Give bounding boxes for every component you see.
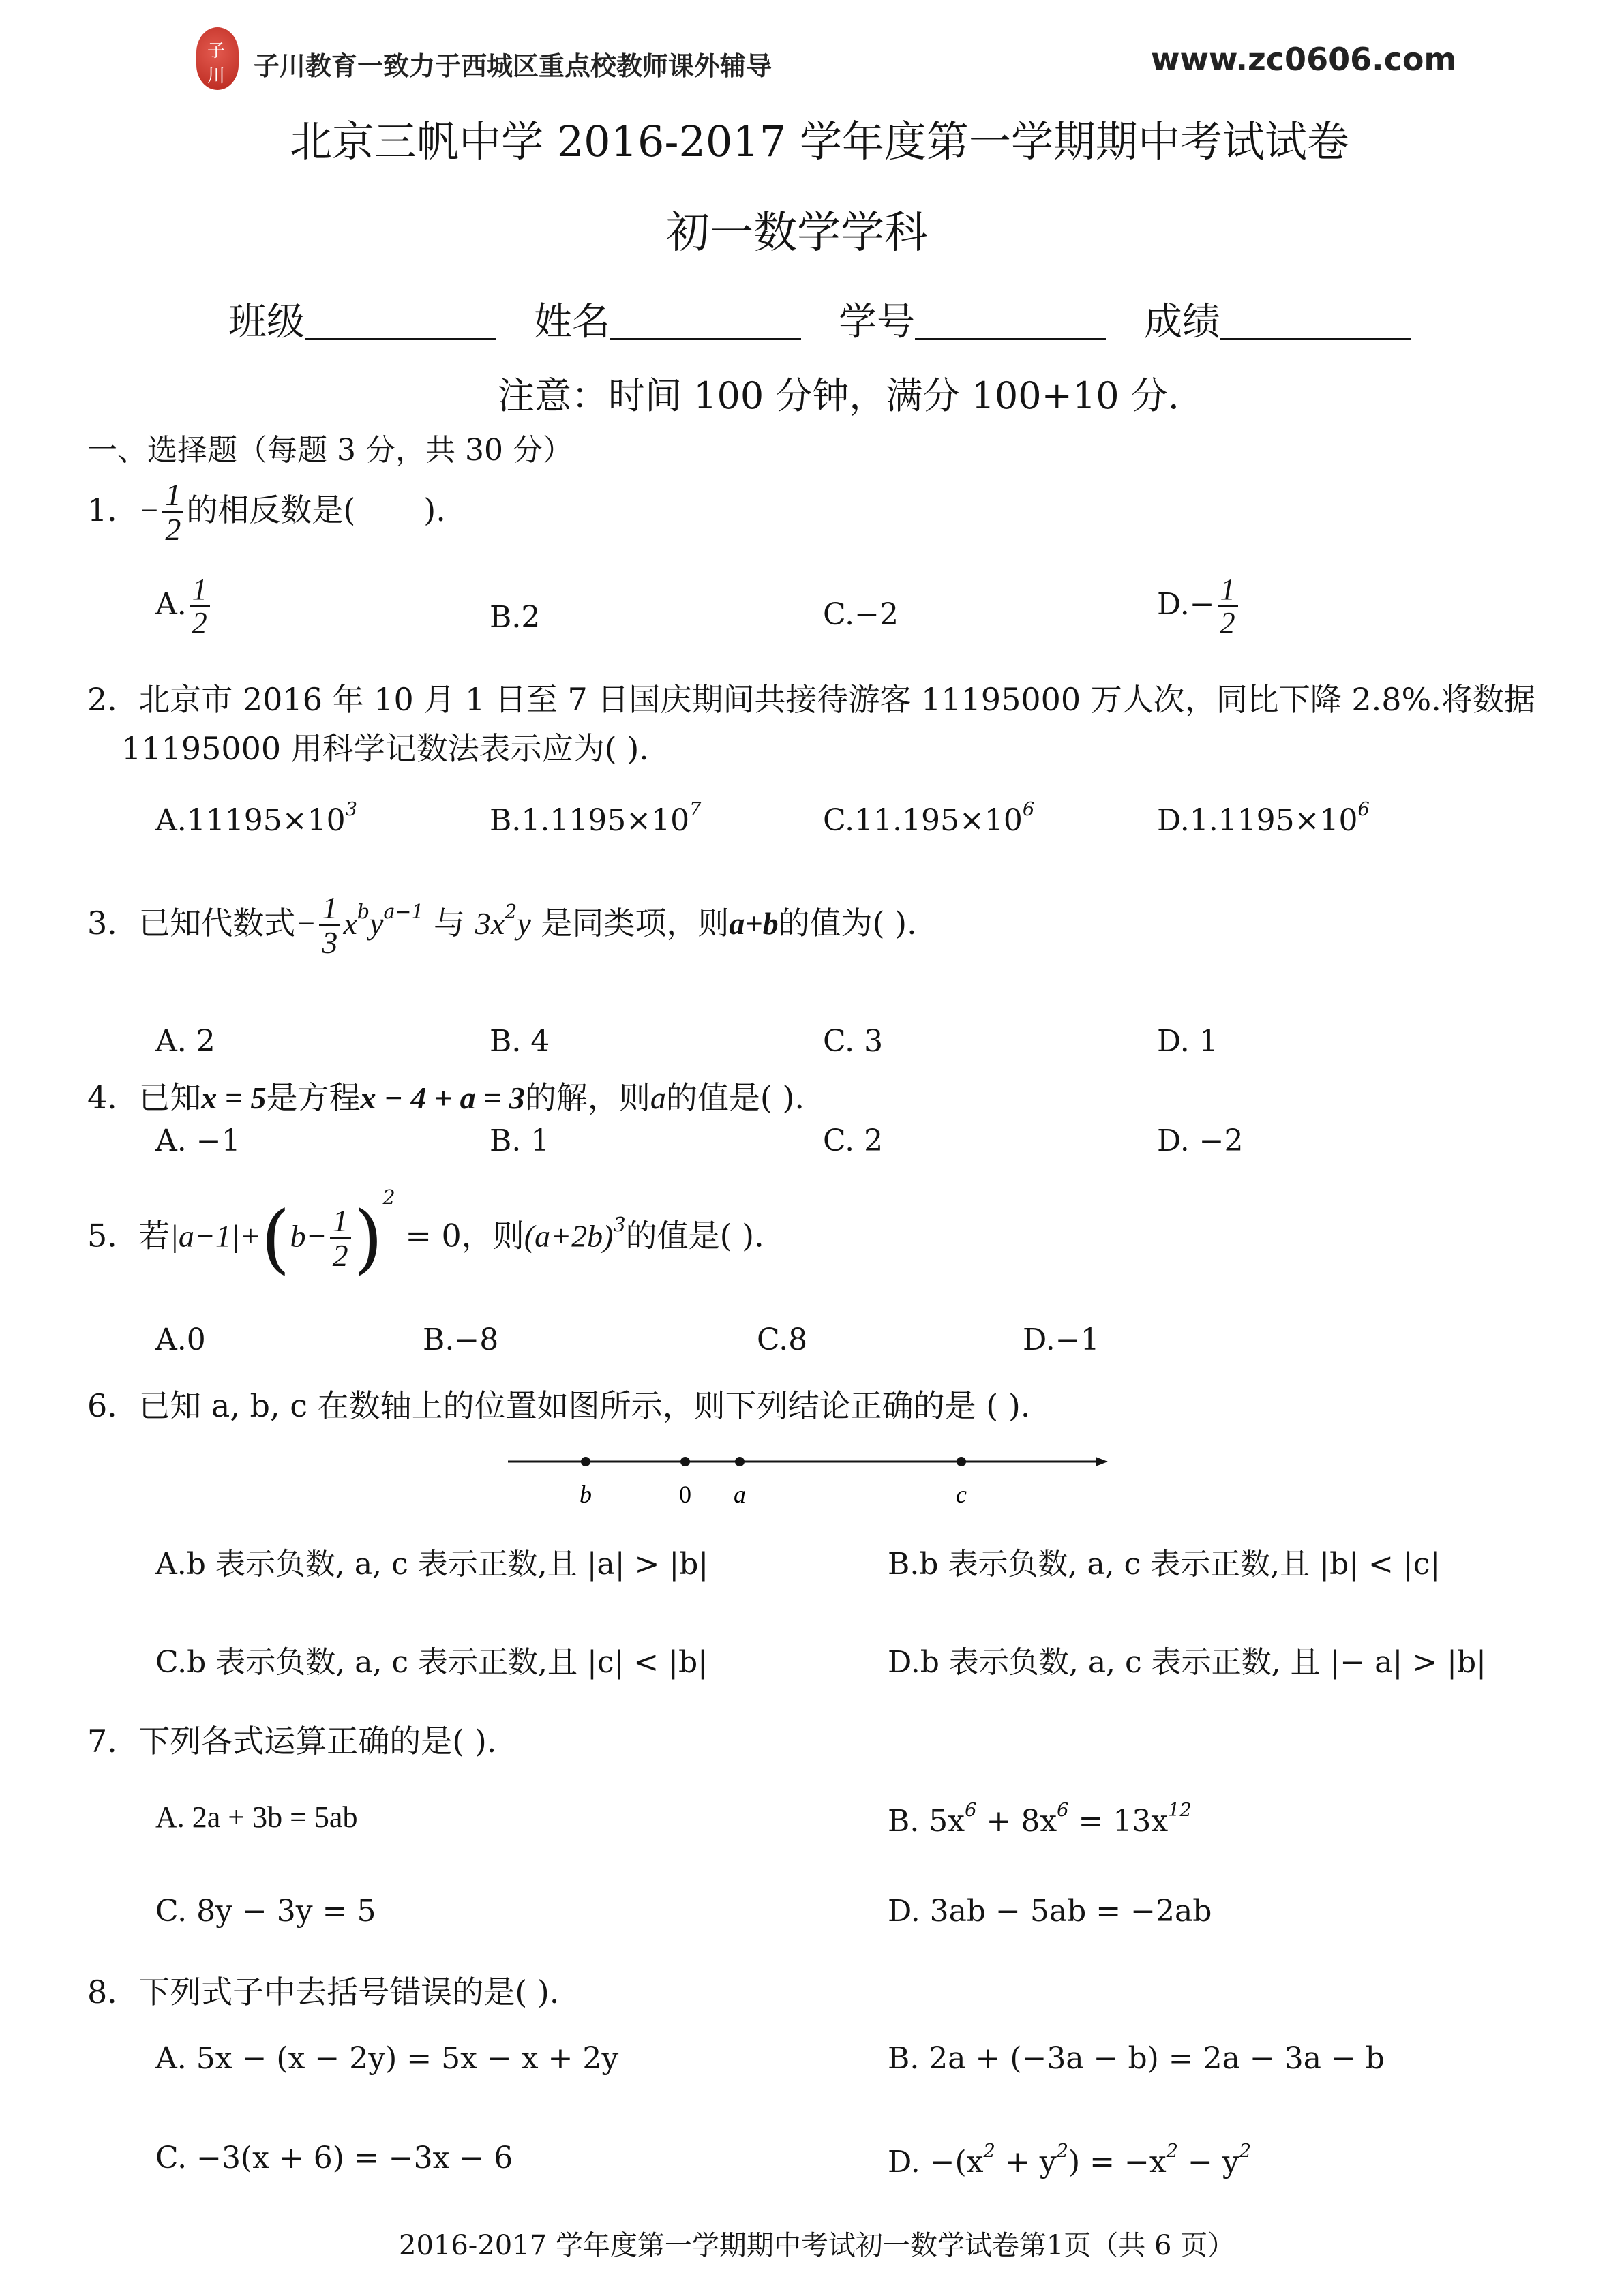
field-name-blank xyxy=(610,307,801,340)
q8-d-exp1: 2 xyxy=(983,2141,995,2162)
q1-a-fraction xyxy=(190,574,210,639)
q8-option-b: B. 2a + (−3a − b) = 2a − 3a − b xyxy=(888,2041,1385,2076)
q3-option-d: D. 1 xyxy=(1157,1024,1218,1059)
q7-b-exp2: 6 xyxy=(1057,1800,1069,1821)
q1-option-b: B.2 xyxy=(490,600,541,635)
q2-c-base: C.11.195×10 xyxy=(823,802,1023,838)
q6-option-d: D.b 表示负数, a, c 表示正数, 且 |− a| > |b| xyxy=(888,1645,1487,1680)
label-a: a xyxy=(734,1481,746,1508)
q1-frac-num: 1 xyxy=(162,479,183,513)
q3-expr: a+b xyxy=(729,905,779,941)
q5-abs: |a−1|+ xyxy=(170,1218,261,1254)
q3-y-exp: a−1 xyxy=(383,900,424,923)
field-id-label: 学号 xyxy=(839,300,915,344)
q2-d-exp: 6 xyxy=(1357,799,1370,820)
logo-text: 子川 xyxy=(207,41,226,87)
field-class-label: 班级 xyxy=(228,300,305,344)
exam-note: 注意：时间 100 分钟，满分 100+10 分. xyxy=(498,374,1179,417)
q1-a-den: 2 xyxy=(192,606,207,640)
q7-option-c: C. 8y − 3y = 5 xyxy=(155,1894,376,1929)
q5-fraction xyxy=(330,1205,351,1273)
field-score-label: 成绩 xyxy=(1144,300,1220,344)
q5-expr-exp: 3 xyxy=(613,1213,626,1236)
q5-paren-close: ) xyxy=(353,1194,383,1282)
q1-d-num: 1 xyxy=(1218,574,1238,607)
q2-a-exp: 3 xyxy=(345,799,357,820)
q2-d-base: D.1.1195×10 xyxy=(1157,802,1358,838)
q1-option-d xyxy=(1157,574,1241,639)
q1-option-a xyxy=(155,574,213,639)
field-name-label: 姓名 xyxy=(534,300,610,344)
school-seal-logo xyxy=(196,27,239,90)
q6-option-b: B.b 表示负数, a, c 表示正数,且 |b| < |c| xyxy=(888,1547,1441,1582)
q8-option-d xyxy=(888,2141,1251,2179)
header-slogan: 子川教育一致力于西城区重点校教师课外辅导 xyxy=(254,51,772,81)
header-website: www.zc0606.com xyxy=(1151,41,1457,78)
q5-expr: (a+2b) xyxy=(524,1218,614,1254)
q3-option-b: B. 4 xyxy=(490,1024,550,1059)
q2-option-b xyxy=(490,799,702,838)
q3-fraction xyxy=(319,892,340,960)
q5-eq: = 0，则 xyxy=(405,1217,524,1254)
field-student-id xyxy=(839,292,1106,346)
q4-var: a xyxy=(650,1081,666,1115)
q3-neg: − xyxy=(295,905,317,941)
q8-d-exp4: 2 xyxy=(1239,2141,1252,2162)
q3-mid: 与 xyxy=(434,904,466,941)
q4-mid: 是方程 xyxy=(266,1079,361,1116)
q5-frac-den: 2 xyxy=(332,1238,348,1273)
q8-d-end: − y xyxy=(1178,2144,1239,2179)
q3-term-y: y xyxy=(517,905,531,941)
q3-term-exp: 2 xyxy=(505,900,517,923)
q8-option-a: A. 5x − (x − 2y) = 5x − x + 2y xyxy=(155,2041,619,2076)
q8-stem: 8．下列式子中去括号错误的是( ). xyxy=(87,1974,560,2010)
q4-option-b: B. 1 xyxy=(490,1123,550,1158)
q1-a-num: 1 xyxy=(190,574,210,607)
q3-y: y xyxy=(370,905,384,941)
q5-option-d: D.−1 xyxy=(1023,1323,1100,1357)
exam-subject: 初一数学学科 xyxy=(666,208,928,258)
q3-term: 3x xyxy=(475,905,505,941)
q3-text2: 是同类项，则 xyxy=(541,904,730,941)
q1-close: ). xyxy=(423,491,446,528)
q1-text: 的相反数是( xyxy=(186,491,356,528)
q5-frac-num: 1 xyxy=(330,1205,351,1239)
section-heading: 一、选择题（每题 3 分，共 30 分） xyxy=(87,433,573,468)
q5-paren-open: ( xyxy=(260,1194,290,1282)
q2-option-a xyxy=(155,799,357,838)
q7-b-mid: + 8x xyxy=(976,1803,1057,1839)
number-line-figure xyxy=(501,1438,1115,1513)
q2-c-exp: 6 xyxy=(1022,799,1035,820)
q5-option-c: C.8 xyxy=(757,1323,808,1357)
q8-option-c: C. −3(x + 6) = −3x − 6 xyxy=(155,2141,513,2175)
q7-b-eq: = 13x xyxy=(1068,1803,1169,1839)
question-3 xyxy=(87,892,917,960)
q4-option-a: A. −1 xyxy=(155,1123,241,1158)
q6-option-a: A.b 表示负数, a, c 表示正数,且 |a| > |b| xyxy=(155,1547,709,1582)
exam-title: 北京三帆中学 2016-2017 学年度第一学期期中考试试卷 xyxy=(290,117,1349,166)
q4-text: 的解，则 xyxy=(524,1079,650,1116)
q3-x-exp: b xyxy=(357,900,370,923)
q3-text3: 的值为( ). xyxy=(778,904,917,941)
q1-a-label: A. xyxy=(155,587,187,622)
label-b: b xyxy=(580,1481,592,1508)
field-class-blank xyxy=(305,307,496,340)
q7-option-a: A. 2a + 3b = 5ab xyxy=(155,1800,358,1834)
q2-b-exp: 7 xyxy=(689,799,702,820)
q7-b-exp3: 12 xyxy=(1168,1800,1192,1821)
q3-option-a: A. 2 xyxy=(155,1024,215,1059)
q7-option-d: D. 3ab − 5ab = −2ab xyxy=(888,1894,1212,1929)
q1-fraction xyxy=(162,479,183,547)
q7-stem: 7．下列各式运算正确的是( ). xyxy=(87,1723,497,1760)
q5-option-a: A.0 xyxy=(155,1323,206,1357)
label-c: c xyxy=(956,1481,967,1508)
q8-d-exp3: 2 xyxy=(1166,2141,1178,2162)
q2-line-1: 2．北京市 2016 年 10 月 1 日至 7 日国庆期间共接待游客 11195000 万人次，同比下降 2.8%.将数据 xyxy=(87,681,1535,718)
q2-b-base: B.1.1195×10 xyxy=(490,802,690,838)
q8-d-eq: ) = −x xyxy=(1068,2144,1167,2179)
q2-option-c xyxy=(823,799,1034,838)
q4-prefix: 4．已知 xyxy=(87,1079,202,1116)
q6-stem: 6．已知 a, b, c 在数轴上的位置如图所示，则下列结论正确的是 ( ). xyxy=(87,1387,1031,1424)
field-score xyxy=(1144,292,1411,346)
q2-line-2: 11195000 用科学记数法表示应为( ). xyxy=(121,730,649,767)
q8-d-pre: D. −(x xyxy=(888,2144,984,2179)
q5-b-minus: b− xyxy=(290,1218,327,1254)
q7-b-pre: B. 5x xyxy=(888,1803,965,1839)
q1-option-c: C.−2 xyxy=(823,597,899,632)
q8-d-mid: + y xyxy=(995,2144,1057,2179)
q7-option-b xyxy=(888,1800,1192,1839)
q7-b-exp1: 6 xyxy=(965,1800,977,1821)
q6-option-c: C.b 表示负数, a, c 表示正数,且 |c| < |b| xyxy=(155,1645,708,1680)
q1-d-fraction xyxy=(1218,574,1238,639)
q4-eq2: x − 4 + a = 3 xyxy=(360,1081,525,1115)
q1-d-label: D.− xyxy=(1157,587,1215,622)
q3-x: x xyxy=(343,905,357,941)
q3-option-c: C. 3 xyxy=(823,1024,884,1059)
q4-suffix: 的值是( ). xyxy=(665,1079,805,1116)
field-id-blank xyxy=(915,307,1106,340)
q4-option-c: C. 2 xyxy=(823,1123,884,1158)
field-class xyxy=(228,292,496,346)
label-zero: 0 xyxy=(679,1481,691,1508)
point-b xyxy=(581,1457,590,1466)
point-a xyxy=(735,1457,745,1466)
q5-suffix: 的值是( ). xyxy=(625,1217,764,1254)
question-1 xyxy=(87,479,446,547)
q1-neg: − xyxy=(138,492,160,528)
q5-square: 2 xyxy=(382,1186,395,1209)
q1-frac-den: 2 xyxy=(165,512,181,547)
q2-a-base: A.11195×10 xyxy=(155,802,346,838)
q3-frac-den: 3 xyxy=(322,925,338,961)
point-zero xyxy=(680,1457,690,1466)
field-score-blank xyxy=(1220,307,1411,340)
q3-frac-num: 1 xyxy=(319,892,340,926)
question-4 xyxy=(87,1073,805,1118)
q2-option-d xyxy=(1157,799,1370,838)
q8-d-exp2: 2 xyxy=(1056,2141,1068,2162)
number-line-arrow xyxy=(1096,1457,1108,1466)
q3-number: 3．已知代数式 xyxy=(87,904,296,941)
field-name xyxy=(534,292,801,346)
q5-option-b: B.−8 xyxy=(423,1323,499,1357)
q1-number: 1． xyxy=(87,491,139,528)
point-c xyxy=(957,1457,966,1466)
page-footer: 2016-2017 学年度第一学期期中考试初一数学试卷第1页（共 6 页） xyxy=(399,2230,1235,2261)
question-5 xyxy=(87,1186,764,1282)
q4-eq1: x = 5 xyxy=(201,1081,267,1115)
q5-prefix: 5．若 xyxy=(87,1217,170,1254)
q1-d-den: 2 xyxy=(1220,606,1235,640)
q4-option-d: D. −2 xyxy=(1157,1123,1244,1158)
